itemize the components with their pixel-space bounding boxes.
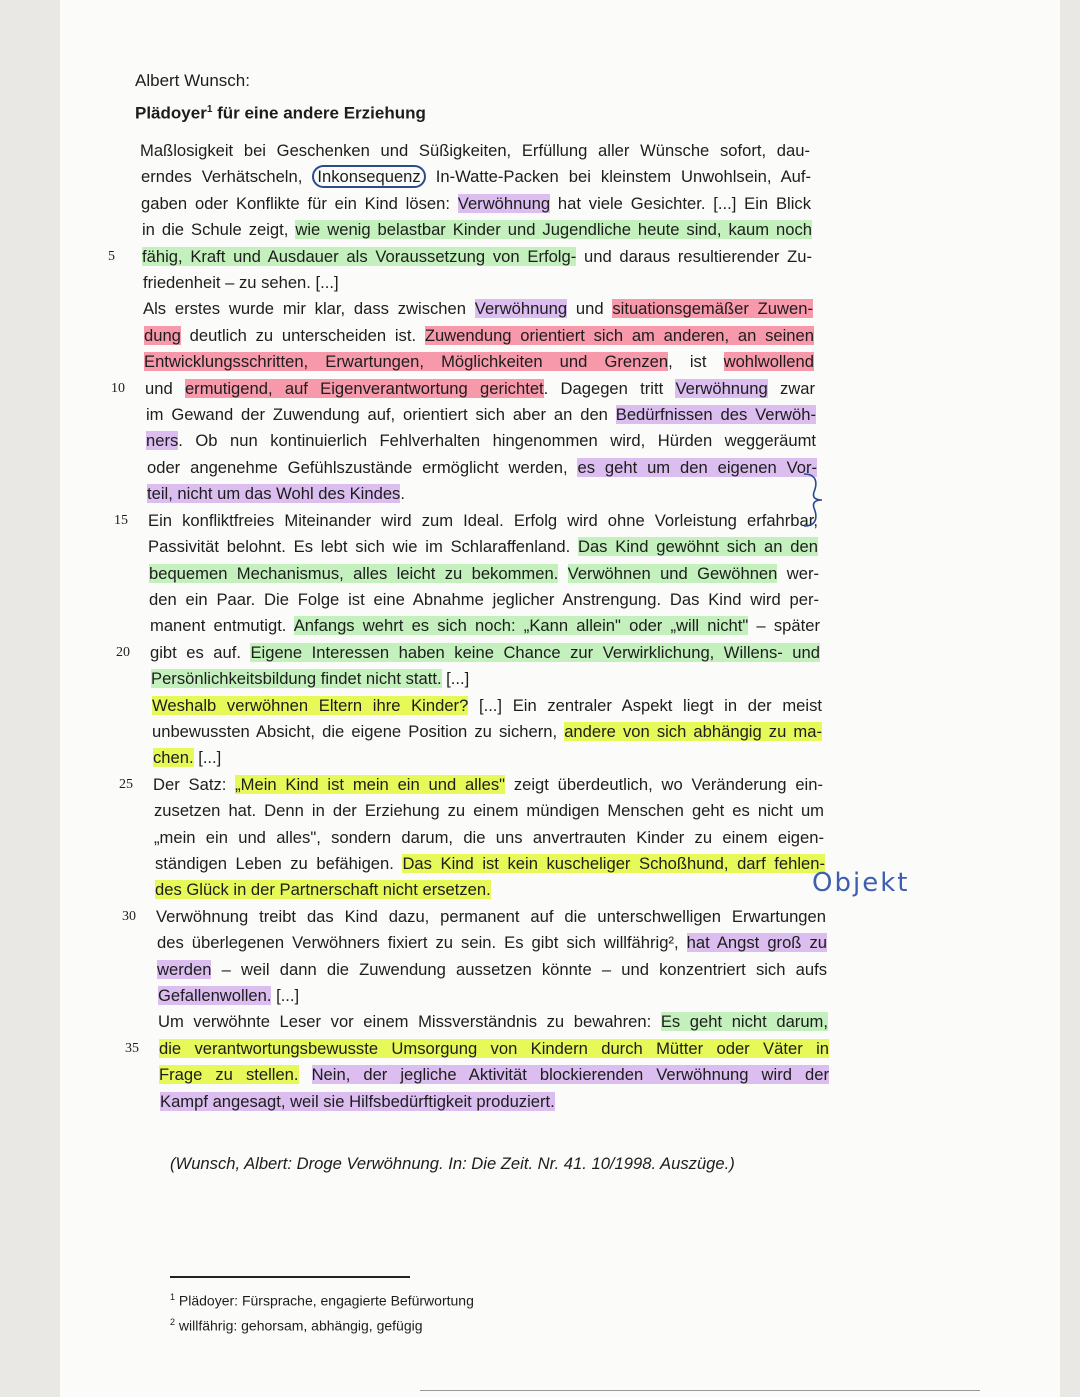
text-line xyxy=(141,191,811,217)
text-line xyxy=(125,1036,829,1062)
footnote-mark: 2 xyxy=(170,1316,176,1327)
text-line xyxy=(149,587,819,613)
highlight-pink: wohlwollend xyxy=(723,352,814,372)
text-segment: Der Satz: xyxy=(153,774,236,794)
line-number: 25 xyxy=(119,776,133,792)
title-footnote-mark: 1 xyxy=(206,104,213,115)
highlight-lilac: Verwöhnung xyxy=(675,378,768,398)
text-line xyxy=(111,376,816,402)
highlight-green: Verwöhnen und Gewöhnen xyxy=(567,563,778,583)
document-title xyxy=(135,95,426,128)
text-segment xyxy=(299,1065,312,1084)
footnote-item xyxy=(170,1312,474,1337)
text-line xyxy=(144,349,814,375)
text-line xyxy=(147,455,817,481)
highlight-lilac: werden xyxy=(157,959,212,979)
highlight-yellow: andere von sich abhängig zu ma- xyxy=(564,721,822,741)
text-line xyxy=(153,745,823,771)
highlight-yellow: des Glück in der Partnerschaft nicht ersetzen. xyxy=(155,880,491,900)
footnote-text: willfährig: gehorsam, abhängig, gefügig xyxy=(175,1317,423,1334)
text-line xyxy=(142,217,812,243)
text-segment: gaben oder Konflikte für ein Kind lösen: xyxy=(141,193,458,213)
highlight-lilac: Gefallenwollen. xyxy=(158,986,272,1005)
line-number: 35 xyxy=(125,1040,139,1056)
text-segment: gibt es auf. xyxy=(150,642,251,662)
text-line xyxy=(146,402,816,428)
article-text xyxy=(108,138,829,1115)
highlight-pink: Zuwendung orientiert sich am anderen, an seinen xyxy=(424,325,814,345)
text-segment: wer- xyxy=(777,563,819,583)
highlight-pink: ermutigend, auf Eigenverantwortung gerichtet xyxy=(184,378,544,398)
text-segment: den ein Paar. Die Folge ist eine Abnahme jeglicher Anstrengung. Das Kind wird per- xyxy=(149,589,819,609)
document-header xyxy=(135,66,426,128)
text-segment: zusetzen hat. Denn in der Erziehung zu einem mündigen Menschen geht es nicht um xyxy=(154,801,824,821)
text-segment: in die Schule zeigt, xyxy=(142,220,296,240)
text-line xyxy=(108,244,812,270)
highlight-lilac: Kampf angesagt, weil sie Hilfsbedürftigkeit produziert. xyxy=(160,1091,555,1111)
highlight-lilac: hat Angst groß zu xyxy=(686,933,828,953)
line-number: 5 xyxy=(108,248,115,264)
text-line xyxy=(158,983,828,1009)
page-bottom-edge xyxy=(420,1390,980,1391)
text-line xyxy=(140,138,810,164)
text-line xyxy=(152,719,822,745)
text-segment: und daraus resultierender Zu- xyxy=(576,246,812,266)
text-line xyxy=(114,508,818,534)
text-segment: Um verwöhnte Leser vor einem Missverständnis zu bewahren: xyxy=(158,1012,661,1032)
footnote-mark: 1 xyxy=(170,1292,176,1302)
text-segment: In-Watte-Packen bei kleinstem Unwohlsein, Auf- xyxy=(425,167,812,187)
text-segment: zeigt überdeutlich, wo Veränderung ein- xyxy=(505,774,823,794)
text-segment: unbewussten Absicht, die eigene Position zu sichern, xyxy=(152,721,565,741)
text-segment: – weil dann die Zuwendung aussetzen könnte – und konzentriert sich aufs xyxy=(211,959,827,979)
highlight-green: wie wenig belastbar Kinder und Jugendliche heute sind, kaum noch xyxy=(295,220,812,240)
text-line xyxy=(148,534,818,560)
highlight-green: Eigene Interessen haben keine Chance zur Verwirklichung, Willens- und xyxy=(250,642,820,662)
text-segment: und xyxy=(145,378,185,398)
highlight-yellow: „Mein Kind ist mein ein und alles" xyxy=(235,774,506,794)
highlight-lilac: es geht um den eigenen Vor- xyxy=(577,457,817,477)
text-line xyxy=(158,1009,828,1035)
source-citation: (Wunsch, Albert: Droge Verwöhnung. In: Die Zeit. Nr. 41. 10/1998. Auszüge.) xyxy=(170,1154,735,1173)
footnote-item xyxy=(170,1287,474,1312)
text-segment: des überlegenen Verwöhners fixiert zu sein. Es gibt sich willfährig², xyxy=(157,933,687,953)
text-line xyxy=(116,640,820,666)
circled-word: Inkonsequenz xyxy=(312,165,425,188)
highlight-pink: Entwicklungsschritten, Erwartungen, Möglichkeiten und Grenzen xyxy=(144,352,669,372)
handwritten-margin-note: Objekt xyxy=(812,868,910,898)
highlight-green: Das Kind gewöhnt sich an den xyxy=(577,537,818,557)
text-segment: und xyxy=(567,299,613,319)
text-line xyxy=(122,904,826,930)
highlight-yellow: die verantwortungsbewusste Umsorgung von Kindern durch Mütter oder Väter in xyxy=(159,1038,829,1058)
text-segment: manent entmutigt. xyxy=(150,616,294,636)
highlight-green: Anfangs wehrt es sich noch: „Kann allein" oder „will nicht" xyxy=(293,616,749,636)
text-segment: Verwöhnung treibt das Kind dazu, permanent auf die unterschwelligen Erwartungen xyxy=(156,906,826,926)
highlight-pink: dung xyxy=(144,325,181,345)
footnote-divider xyxy=(170,1276,410,1278)
highlight-green: Es geht nicht darum, xyxy=(660,1012,828,1032)
text-segment: , ist xyxy=(668,352,724,372)
text-line xyxy=(151,666,821,692)
footnotes xyxy=(170,1287,474,1336)
text-segment: „mein ein und alles", sondern darum, die uns anvertrauten Kinder zu einem eigen- xyxy=(154,827,824,847)
highlight-green: fähig, Kraft und Ausdauer als Voraussetzung von Erfolg- xyxy=(142,246,577,266)
text-line xyxy=(143,270,813,296)
text-segment: Als erstes wurde mir klar, dass zwischen xyxy=(143,299,475,319)
text-segment: [...] xyxy=(441,669,470,689)
text-line xyxy=(154,798,824,824)
text-line xyxy=(155,877,825,903)
text-line xyxy=(149,561,819,587)
text-line xyxy=(160,1089,830,1115)
highlight-yellow: Frage zu stellen. xyxy=(159,1065,299,1085)
text-segment: Maßlosigkeit bei Geschenken und Süßigkeiten, Erfüllung aller Wünsche sofort, dau- xyxy=(140,141,810,160)
highlight-lilac: Nein, der jegliche Aktivität blockierenden Verwöhnung wird der xyxy=(311,1065,829,1085)
text-line xyxy=(146,428,816,454)
text-line xyxy=(143,296,813,322)
text-segment: deutlich zu unterscheiden ist. xyxy=(180,325,425,345)
text-segment: – später xyxy=(748,616,820,636)
text-segment: ständigen Leben zu befähigen. xyxy=(155,853,403,873)
author-line: Albert Wunsch: xyxy=(135,71,250,90)
highlight-green: bequemen Mechanismus, alles leicht zu bekommen. xyxy=(149,563,559,583)
text-segment: [...] xyxy=(271,986,300,1005)
title-main: Plädoyer xyxy=(135,103,207,123)
text-line xyxy=(152,693,822,719)
highlight-yellow: chen. xyxy=(153,748,194,768)
text-segment: [...] xyxy=(193,748,222,768)
line-number: 30 xyxy=(122,908,136,924)
highlight-lilac: Verwöhnung xyxy=(474,299,568,319)
title-rest: für eine andere Erziehung xyxy=(212,103,426,123)
curly-brace-annotation xyxy=(800,472,830,528)
text-segment: . Dagegen tritt xyxy=(543,378,676,398)
highlight-green: Persönlichkeitsbildung findet nicht statt. xyxy=(151,669,442,689)
text-segment: Ein konfliktfreies Miteinander wird zum Ideal. Erfolg wird ohne Vorleistung erfahrbar, xyxy=(148,510,818,530)
text-line xyxy=(157,957,827,983)
line-number: 10 xyxy=(111,380,125,396)
text-line xyxy=(141,164,811,190)
line-number: 15 xyxy=(114,512,128,528)
text-segment: oder angenehme Gefühlszustände ermöglicht werden, xyxy=(147,457,578,477)
footnote-text: Plädoyer: Fürsprache, engagierte Befürwortung xyxy=(175,1292,474,1309)
text-line xyxy=(147,481,817,507)
text-line xyxy=(119,772,823,798)
text-line xyxy=(155,851,825,877)
highlight-lilac: Verwöhnung xyxy=(457,193,551,213)
highlight-lilac: Bedürfnissen des Verwöh- xyxy=(615,405,816,425)
highlight-lilac: teil, nicht um das Wohl des Kindes xyxy=(147,484,401,504)
text-segment: im Gewand der Zuwendung auf, orientiert sich aber an den xyxy=(146,405,616,425)
highlight-yellow: Das Kind ist kein kuscheliger Schoßhund, darf fehlen- xyxy=(402,853,825,873)
text-segment xyxy=(558,564,567,583)
highlight-yellow: Weshalb verwöhnen Eltern ihre Kinder? xyxy=(152,695,469,715)
text-segment: hat viele Gesichter. [...] Ein Blick xyxy=(550,193,811,213)
highlight-lilac: ners xyxy=(146,431,179,451)
text-segment: . Ob nun kontinuierlich Fehlverhalten hingenommen wird, Hürden weggeräumt xyxy=(178,431,816,451)
text-line xyxy=(159,1062,829,1088)
text-segment: zwar xyxy=(767,378,816,398)
text-line xyxy=(154,825,824,851)
highlight-pink: situationsgemäßer Zuwen- xyxy=(612,299,813,319)
text-line xyxy=(150,613,820,639)
text-line xyxy=(144,323,814,349)
line-number: 20 xyxy=(116,644,130,660)
text-segment: [...] Ein zentraler Aspekt liegt in der meist xyxy=(468,695,823,715)
text-segment: Passivität belohnt. Es lebt sich wie im Schlaraffenland. xyxy=(148,537,578,557)
text-segment: . xyxy=(400,484,405,504)
text-line xyxy=(157,930,827,956)
text-segment: friedenheit – zu sehen. [...] xyxy=(143,273,339,293)
text-segment: erndes Verhätscheln, xyxy=(141,167,313,187)
